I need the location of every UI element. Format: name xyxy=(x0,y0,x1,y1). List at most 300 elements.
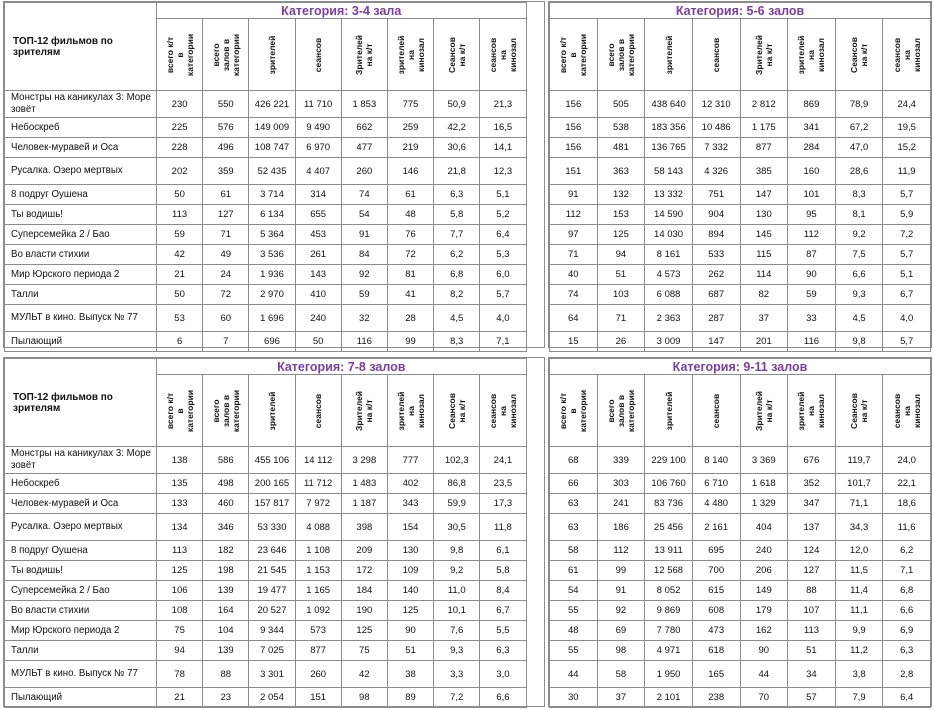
table-corner-title: ТОП-12 фильмов по зрителям xyxy=(5,3,157,91)
film-title: Во власти стихии xyxy=(5,245,157,265)
film-title: Мир Юрского периода 2 xyxy=(5,265,157,285)
cell-value: 59 xyxy=(157,225,203,245)
cell-value: 164 xyxy=(203,601,249,621)
category-title: Категория: 7-8 залов xyxy=(157,359,527,375)
cell-value: 15,2 xyxy=(883,138,931,158)
table-row xyxy=(5,158,545,185)
cell-value: 28 xyxy=(387,305,433,332)
cell-value: 51 xyxy=(788,641,836,661)
cell-value: 151 xyxy=(295,688,341,708)
cell-value: 19 477 xyxy=(249,581,295,601)
table-row xyxy=(550,305,931,332)
table-row xyxy=(550,91,931,118)
cell-value: 303 xyxy=(597,474,645,494)
cell-value: 7,1 xyxy=(883,561,931,581)
category-title: Категория: 3-4 зала xyxy=(157,3,527,19)
cell-value: 17,3 xyxy=(480,494,526,514)
cell-value: 11,9 xyxy=(883,158,931,185)
cell-value: 9,3 xyxy=(835,285,883,305)
cell-value: 72 xyxy=(203,285,249,305)
cell-value: 156 xyxy=(550,118,598,138)
cell-value: 14,1 xyxy=(480,138,526,158)
cell-value: 89 xyxy=(387,688,433,708)
cell-value: 7,7 xyxy=(434,225,480,245)
cell-value: 86,8 xyxy=(434,474,480,494)
cell-value: 61 xyxy=(203,185,249,205)
cell-value: 6,4 xyxy=(883,688,931,708)
cell-value: 156 xyxy=(550,138,598,158)
cell-value: 149 xyxy=(740,581,788,601)
cell-value: 23 xyxy=(203,688,249,708)
cell-value: 9,3 xyxy=(434,641,480,661)
cell-value: 98 xyxy=(597,641,645,661)
cell-value: 54 xyxy=(341,205,387,225)
cell-value: 3 009 xyxy=(645,332,693,352)
cell-value: 11,1 xyxy=(835,601,883,621)
cell-value: 41 xyxy=(387,285,433,305)
film-title: 8 подруг Оушена xyxy=(5,185,157,205)
cell-value: 219 xyxy=(387,138,433,158)
cell-value: 68 xyxy=(550,447,598,474)
cell-value: 149 009 xyxy=(249,118,295,138)
cell-value: 3 714 xyxy=(249,185,295,205)
table-row xyxy=(5,447,545,474)
table-row xyxy=(5,305,545,332)
table-row xyxy=(550,225,931,245)
cell-value: 59 xyxy=(788,285,836,305)
cell-value: 6,8 xyxy=(434,265,480,285)
block-bottom xyxy=(3,357,545,707)
cell-value: 1 483 xyxy=(341,474,387,494)
cell-value: 112 xyxy=(788,225,836,245)
col-header: Зрителей на к/т xyxy=(341,19,387,91)
cell-value: 5,8 xyxy=(480,561,526,581)
cell-value: 8,3 xyxy=(434,332,480,352)
table-row xyxy=(550,138,931,158)
film-title: МУЛЬТ в кино. Выпуск № 77 xyxy=(5,305,157,332)
cell-value: 156 xyxy=(550,91,598,118)
cell-value: 260 xyxy=(341,158,387,185)
cell-value: 4,5 xyxy=(835,305,883,332)
cell-value: 13 332 xyxy=(645,185,693,205)
cell-value: 1 329 xyxy=(740,494,788,514)
cell-value: 109 xyxy=(387,561,433,581)
cell-value: 130 xyxy=(387,541,433,561)
cell-value: 33 xyxy=(788,305,836,332)
film-title: Пылающий xyxy=(5,332,157,352)
cell-value: 147 xyxy=(740,185,788,205)
cell-value: 751 xyxy=(692,185,740,205)
film-title: Человек-муравей и Оса xyxy=(5,494,157,514)
cell-value: 11,5 xyxy=(835,561,883,581)
cell-value: 42 xyxy=(341,661,387,688)
cell-value: 4,5 xyxy=(434,305,480,332)
cell-value: 6 xyxy=(157,332,203,352)
cell-value: 7,6 xyxy=(434,621,480,641)
film-title: Суперсемейка 2 / Бао xyxy=(5,581,157,601)
cell-value: 2 161 xyxy=(692,514,740,541)
cell-value: 51 xyxy=(387,641,433,661)
cell-value: 2 054 xyxy=(249,688,295,708)
cell-value: 9,2 xyxy=(434,561,480,581)
col-header: всего к/т в категории xyxy=(550,19,598,91)
cell-value: 700 xyxy=(692,561,740,581)
cell-value: 455 106 xyxy=(249,447,295,474)
cell-value: 573 xyxy=(295,621,341,641)
col-header: Сеансов на к/т xyxy=(434,19,480,91)
cell-value: 91 xyxy=(597,581,645,601)
cell-value: 165 xyxy=(692,661,740,688)
cell-value: 21 xyxy=(157,688,203,708)
cell-value: 75 xyxy=(341,641,387,661)
cell-value: 37 xyxy=(597,688,645,708)
cell-value: 153 xyxy=(597,205,645,225)
cell-value: 8 140 xyxy=(692,447,740,474)
cell-value: 6,6 xyxy=(883,601,931,621)
cell-value: 127 xyxy=(203,205,249,225)
col-header: всего залов в категории xyxy=(203,19,249,91)
col-header: сеансов на кинозал xyxy=(883,375,931,447)
cell-value: 14 112 xyxy=(295,447,341,474)
cell-value: 402 xyxy=(387,474,433,494)
cell-value: 347 xyxy=(788,494,836,514)
cell-value: 58 143 xyxy=(645,158,693,185)
cell-value: 8 161 xyxy=(645,245,693,265)
cell-value: 4,0 xyxy=(480,305,526,332)
col-header: Сеансов на к/т xyxy=(835,19,883,91)
cell-value: 55 xyxy=(550,601,598,621)
table-row xyxy=(5,514,545,541)
cell-value: 179 xyxy=(740,601,788,621)
cell-value: 6,6 xyxy=(480,688,526,708)
cell-value: 538 xyxy=(597,118,645,138)
cell-value: 687 xyxy=(692,285,740,305)
cell-value: 8,4 xyxy=(480,581,526,601)
cell-value: 404 xyxy=(740,514,788,541)
cell-value: 343 xyxy=(387,494,433,514)
cell-value: 6,4 xyxy=(480,225,526,245)
film-title: Русалка. Озеро мертвых xyxy=(5,158,157,185)
cell-value: 130 xyxy=(740,205,788,225)
cell-value: 777 xyxy=(387,447,433,474)
cell-value: 23,5 xyxy=(480,474,526,494)
cell-value: 655 xyxy=(295,205,341,225)
cell-value: 51 xyxy=(597,265,645,285)
cell-value: 26 xyxy=(597,332,645,352)
cell-value: 260 xyxy=(295,661,341,688)
cell-value: 135 xyxy=(157,474,203,494)
cell-value: 61 xyxy=(387,185,433,205)
cell-value: 5,1 xyxy=(480,185,526,205)
cell-value: 9 490 xyxy=(295,118,341,138)
cell-value: 92 xyxy=(341,265,387,285)
cell-value: 477 xyxy=(341,138,387,158)
cell-value: 3 298 xyxy=(341,447,387,474)
cell-value: 182 xyxy=(203,541,249,561)
film-title: Суперсемейка 2 / Бао xyxy=(5,225,157,245)
cell-value: 6,2 xyxy=(883,541,931,561)
table-row xyxy=(550,601,931,621)
block-bottom-right xyxy=(548,357,932,707)
cell-value: 92 xyxy=(597,601,645,621)
cell-value: 71 xyxy=(597,305,645,332)
cell-value: 106 xyxy=(157,581,203,601)
table-row xyxy=(5,185,545,205)
cell-value: 25 456 xyxy=(645,514,693,541)
table-row xyxy=(550,245,931,265)
cell-value: 24,1 xyxy=(480,447,526,474)
cell-value: 877 xyxy=(740,138,788,158)
col-header: сеансов xyxy=(295,375,341,447)
cell-value: 410 xyxy=(295,285,341,305)
cell-value: 339 xyxy=(597,447,645,474)
cell-value: 202 xyxy=(157,158,203,185)
cell-value: 1 950 xyxy=(645,661,693,688)
cell-value: 57 xyxy=(788,688,836,708)
cell-value: 94 xyxy=(157,641,203,661)
cell-value: 42 xyxy=(157,245,203,265)
cell-value: 9,8 xyxy=(434,541,480,561)
cell-value: 6,9 xyxy=(883,621,931,641)
cell-value: 352 xyxy=(788,474,836,494)
block-top xyxy=(3,1,545,348)
cell-value: 58 xyxy=(550,541,598,561)
cell-value: 259 xyxy=(387,118,433,138)
cell-value: 95 xyxy=(788,205,836,225)
cell-value: 88 xyxy=(788,581,836,601)
table-row xyxy=(5,265,545,285)
film-title: 8 подруг Оушена xyxy=(5,541,157,561)
cell-value: 238 xyxy=(692,688,740,708)
cell-value: 228 xyxy=(157,138,203,158)
cell-value: 157 817 xyxy=(249,494,295,514)
film-title: Монстры на каникулах 3: Море зовёт xyxy=(5,91,157,118)
cell-value: 4 407 xyxy=(295,158,341,185)
table-row xyxy=(550,447,931,474)
cell-value: 5 364 xyxy=(249,225,295,245)
film-title: Ты водишь! xyxy=(5,561,157,581)
cell-value: 5,1 xyxy=(883,265,931,285)
cell-value: 72 xyxy=(387,245,433,265)
cell-value: 101 xyxy=(788,185,836,205)
table-row xyxy=(5,541,545,561)
cell-value: 12,3 xyxy=(480,158,526,185)
cell-value: 84 xyxy=(341,245,387,265)
table-row xyxy=(5,138,545,158)
cell-value: 11 712 xyxy=(295,474,341,494)
cell-value: 139 xyxy=(203,581,249,601)
cell-value: 7,2 xyxy=(434,688,480,708)
cell-value: 3,8 xyxy=(835,661,883,688)
cell-value: 48 xyxy=(550,621,598,641)
cell-value: 127 xyxy=(788,561,836,581)
cell-value: 460 xyxy=(203,494,249,514)
cell-value: 49 xyxy=(203,245,249,265)
cell-value: 14 030 xyxy=(645,225,693,245)
cell-value: 104 xyxy=(203,621,249,641)
cell-value: 11 710 xyxy=(295,91,341,118)
cell-value: 5,7 xyxy=(883,332,931,352)
cell-value: 8,3 xyxy=(835,185,883,205)
table-row xyxy=(5,285,545,305)
table-row xyxy=(5,225,545,245)
cell-value: 1 108 xyxy=(295,541,341,561)
cell-value: 4 088 xyxy=(295,514,341,541)
cell-value: 134 xyxy=(157,514,203,541)
cell-value: 53 330 xyxy=(249,514,295,541)
cell-value: 1 165 xyxy=(295,581,341,601)
cell-value: 1 696 xyxy=(249,305,295,332)
table-row xyxy=(5,118,545,138)
cell-value: 114 xyxy=(740,265,788,285)
cell-value: 99 xyxy=(387,332,433,352)
col-header: Зрителей на к/т xyxy=(341,375,387,447)
cell-value: 1 187 xyxy=(341,494,387,514)
cell-value: 106 760 xyxy=(645,474,693,494)
cell-value: 6 088 xyxy=(645,285,693,305)
col-header: сеансов на кинозал xyxy=(883,19,931,91)
cell-value: 58 xyxy=(597,661,645,688)
col-header: всего залов в категории xyxy=(597,375,645,447)
cell-value: 11,0 xyxy=(434,581,480,601)
col-header: сеансов на кинозал xyxy=(480,19,526,91)
cell-value: 550 xyxy=(203,91,249,118)
cell-value: 586 xyxy=(203,447,249,474)
cell-value: 385 xyxy=(740,158,788,185)
cell-value: 3,0 xyxy=(480,661,526,688)
cell-value: 5,7 xyxy=(883,185,931,205)
col-header: Сеансов на к/т xyxy=(835,375,883,447)
cell-value: 113 xyxy=(788,621,836,641)
table-row xyxy=(550,641,931,661)
cell-value: 11,6 xyxy=(883,514,931,541)
table-row xyxy=(5,494,545,514)
cell-value: 359 xyxy=(203,158,249,185)
cell-value: 11,4 xyxy=(835,581,883,601)
cell-value: 83 736 xyxy=(645,494,693,514)
cell-value: 64 xyxy=(550,305,598,332)
col-header: сеансов xyxy=(692,19,740,91)
cell-value: 91 xyxy=(550,185,598,205)
table-row xyxy=(5,332,545,352)
cell-value: 113 xyxy=(157,205,203,225)
cell-value: 5,9 xyxy=(883,205,931,225)
cell-value: 37 xyxy=(740,305,788,332)
cell-value: 74 xyxy=(550,285,598,305)
cell-value: 241 xyxy=(597,494,645,514)
table-row xyxy=(5,688,545,708)
table-cat-1 xyxy=(4,2,544,352)
cell-value: 52 435 xyxy=(249,158,295,185)
cell-value: 6,1 xyxy=(480,541,526,561)
film-title: Талли xyxy=(5,285,157,305)
cell-value: 78,9 xyxy=(835,91,883,118)
cell-value: 6,6 xyxy=(835,265,883,285)
cell-value: 108 xyxy=(157,601,203,621)
cell-value: 1 092 xyxy=(295,601,341,621)
table-row xyxy=(5,561,545,581)
cell-value: 76 xyxy=(387,225,433,245)
cell-value: 42,2 xyxy=(434,118,480,138)
cell-value: 2 101 xyxy=(645,688,693,708)
col-header: всего к/т в категории xyxy=(157,375,203,447)
table-row xyxy=(550,514,931,541)
cell-value: 124 xyxy=(788,541,836,561)
cell-value: 498 xyxy=(203,474,249,494)
cell-value: 5,2 xyxy=(480,205,526,225)
cell-value: 1 853 xyxy=(341,91,387,118)
cell-value: 262 xyxy=(692,265,740,285)
cell-value: 398 xyxy=(341,514,387,541)
cell-value: 116 xyxy=(788,332,836,352)
cell-value: 139 xyxy=(203,641,249,661)
cell-value: 137 xyxy=(788,514,836,541)
cell-value: 240 xyxy=(740,541,788,561)
film-title: Во власти стихии xyxy=(5,601,157,621)
cell-value: 7,9 xyxy=(835,688,883,708)
table-row xyxy=(550,621,931,641)
film-title: Человек-муравей и Оса xyxy=(5,138,157,158)
col-header: всего залов в категории xyxy=(597,19,645,91)
table-row xyxy=(550,158,931,185)
cell-value: 7 025 xyxy=(249,641,295,661)
table-row xyxy=(550,494,931,514)
cell-value: 576 xyxy=(203,118,249,138)
cell-value: 40 xyxy=(550,265,598,285)
cell-value: 6,8 xyxy=(883,581,931,601)
col-header: Зрителей на к/т xyxy=(740,19,788,91)
cell-value: 63 xyxy=(550,514,598,541)
cell-value: 8,2 xyxy=(434,285,480,305)
col-header: зрителей на кинозал xyxy=(788,19,836,91)
cell-value: 71,1 xyxy=(835,494,883,514)
cell-value: 82 xyxy=(740,285,788,305)
table-row xyxy=(550,688,931,708)
col-header: всего к/т в категории xyxy=(550,375,598,447)
col-header: всего к/т в категории xyxy=(157,19,203,91)
cell-value: 426 221 xyxy=(249,91,295,118)
cell-value: 894 xyxy=(692,225,740,245)
table-row xyxy=(5,245,545,265)
cell-value: 47,0 xyxy=(835,138,883,158)
cell-value: 9,9 xyxy=(835,621,883,641)
film-title: Талли xyxy=(5,641,157,661)
cell-value: 533 xyxy=(692,245,740,265)
cell-value: 496 xyxy=(203,138,249,158)
cell-value: 6,0 xyxy=(480,265,526,285)
cell-value: 34 xyxy=(788,661,836,688)
cell-value: 63 xyxy=(550,494,598,514)
film-title: Небоскреб xyxy=(5,118,157,138)
cell-value: 102,3 xyxy=(434,447,480,474)
col-header: Сеансов на к/т xyxy=(434,375,480,447)
cell-value: 90 xyxy=(740,641,788,661)
cell-value: 97 xyxy=(550,225,598,245)
cell-value: 55 xyxy=(550,641,598,661)
col-header: сеансов xyxy=(295,19,341,91)
cell-value: 8,1 xyxy=(835,205,883,225)
cell-value: 71 xyxy=(550,245,598,265)
cell-value: 225 xyxy=(157,118,203,138)
cell-value: 438 640 xyxy=(645,91,693,118)
cell-value: 775 xyxy=(387,91,433,118)
cell-value: 87 xyxy=(788,245,836,265)
cell-value: 125 xyxy=(157,561,203,581)
cell-value: 19,5 xyxy=(883,118,931,138)
cell-value: 50,9 xyxy=(434,91,480,118)
cell-value: 30,5 xyxy=(434,514,480,541)
block-top-right xyxy=(548,1,932,348)
